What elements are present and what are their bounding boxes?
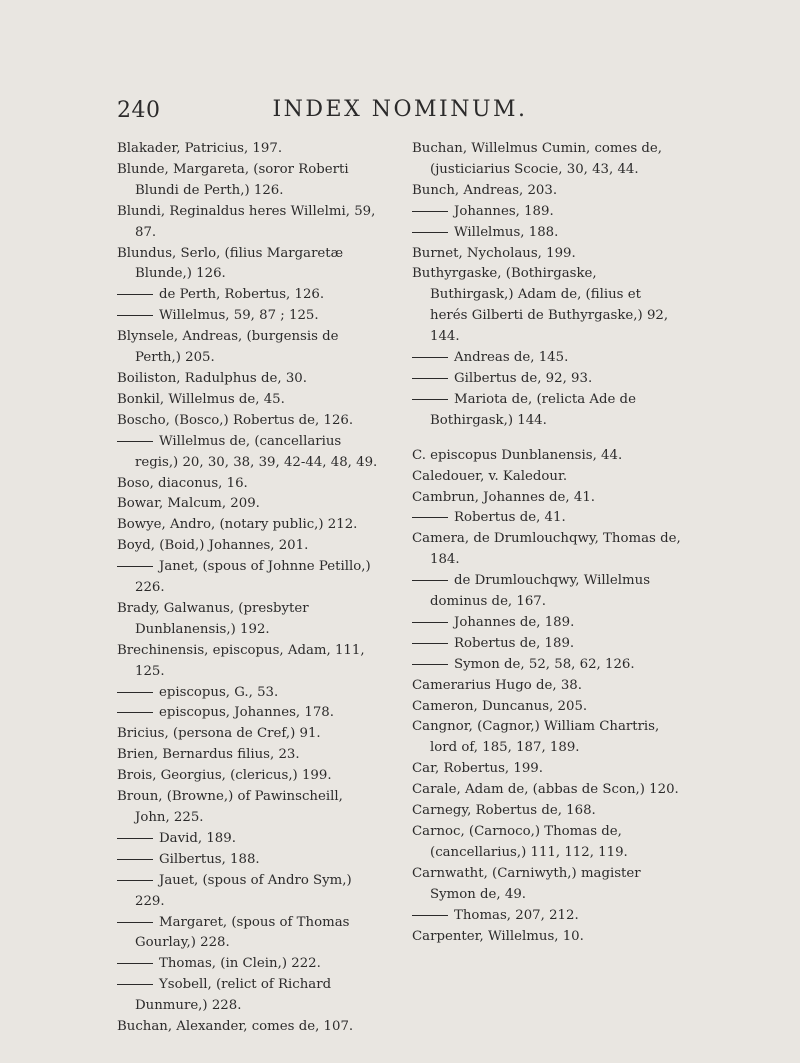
ditto-dash	[117, 922, 153, 923]
ditto-dash	[412, 915, 448, 916]
entry-text: C. episcopus Dunblanensis, 44.	[412, 447, 623, 463]
index-entry	[117, 829, 379, 850]
index-entry	[117, 327, 379, 369]
index-entry	[412, 927, 682, 948]
index-entry	[117, 683, 379, 704]
entry-text: episcopus, G., 53.	[159, 684, 279, 700]
index-entry	[412, 676, 682, 697]
ditto-dash	[412, 399, 448, 400]
ditto-dash	[117, 441, 153, 442]
index-entry	[412, 348, 682, 369]
index-entry	[117, 139, 379, 160]
ditto-dash	[117, 880, 153, 881]
index-entry	[412, 369, 682, 390]
entry-text: Gilbertus, 188.	[159, 851, 260, 867]
entry-text: Brien, Bernardus filius, 23.	[117, 747, 300, 763]
index-entry	[117, 494, 379, 515]
index-entry	[117, 390, 379, 411]
index-entry	[412, 446, 682, 467]
index-entry	[117, 369, 379, 390]
index-entry	[117, 202, 379, 244]
ditto-dash	[117, 294, 153, 295]
index-entry	[412, 801, 682, 822]
index-entry	[412, 634, 682, 655]
entry-text: de Drumlouchqwy, Willelmus dominus de, 167.	[430, 573, 651, 610]
index-entry	[117, 557, 379, 599]
ditto-dash	[412, 664, 448, 665]
entry-text: Ysobell, (relict of Richard Dunmure,) 228.	[135, 977, 332, 1014]
entry-text: Blunde, Margareta, (soror Roberti Blundi de Perth,) 126.	[117, 161, 349, 198]
index-entry	[117, 306, 379, 327]
entry-text: Cangnor, (Cagnor,) William Chartris, lord of, 185, 187, 189.	[412, 719, 660, 756]
right-column	[412, 139, 682, 947]
index-entry	[117, 954, 379, 975]
entry-text: Boyd, (Boid,) Johannes, 201.	[117, 538, 309, 554]
index-entry	[412, 780, 682, 801]
index-entry	[412, 488, 682, 509]
index-entry	[117, 432, 379, 474]
ditto-dash	[412, 211, 448, 212]
entry-text: Bowye, Andro, (notary public,) 212.	[117, 517, 358, 533]
entry-text: David, 189.	[159, 830, 236, 846]
index-entry	[412, 139, 682, 181]
entry-text: Buchan, Alexander, comes de, 107.	[117, 1019, 354, 1035]
ditto-dash	[117, 712, 153, 713]
entry-text: Willelmus de, (cancellarius regis,) 20, 30, 38, 39, 42-44, 48, 49.	[135, 433, 378, 470]
entry-text: Janet, (spous of Johnne Petillo,) 226.	[135, 559, 371, 596]
entry-text: Thomas, 207, 212.	[454, 907, 579, 923]
entry-text: Cambrun, Johannes de, 41.	[412, 489, 596, 505]
section-gap	[412, 432, 682, 446]
entry-text: Carnegy, Robertus de, 168.	[412, 803, 596, 819]
entry-text: Carale, Adam de, (abbas de Scon,) 120.	[412, 782, 679, 798]
index-entry	[412, 906, 682, 927]
index-entry	[117, 871, 379, 913]
entry-text: Willelmus, 188.	[454, 224, 559, 240]
index-entry	[117, 745, 379, 766]
index-entry	[412, 467, 682, 488]
ditto-dash	[412, 580, 448, 581]
ditto-dash	[412, 357, 448, 358]
entry-text: Bowar, Malcum, 209.	[117, 496, 260, 512]
index-entry	[117, 285, 379, 306]
entry-text: Broun, (Browne,) of Pawinscheill, John, 225.	[117, 789, 343, 825]
entry-text: Blundi, Reginaldus heres Willelmi, 59, 87.	[117, 203, 376, 240]
entry-text: Thomas, (in Clein,) 222.	[159, 956, 321, 972]
ditto-dash	[412, 517, 448, 518]
entry-text: Burnet, Nycholaus, 199.	[412, 245, 576, 261]
index-entry	[117, 536, 379, 557]
index-entry	[117, 599, 379, 641]
entry-text: Bunch, Andreas, 203.	[412, 182, 558, 198]
entry-text: Margaret, (spous of Thomas Gourlay,) 228.	[135, 914, 350, 951]
index-entry	[412, 223, 682, 244]
ditto-dash	[117, 859, 153, 860]
entry-text: Camerarius Hugo de, 38.	[412, 677, 582, 693]
entry-text: episcopus, Johannes, 178.	[159, 705, 334, 721]
index-entry	[412, 390, 682, 432]
ditto-dash	[412, 643, 448, 644]
entry-text: Blundus, Serlo, (filius Margaretæ Blunde,) 126.	[117, 245, 344, 282]
index-entry	[117, 913, 379, 955]
index-entry	[117, 787, 379, 829]
index-entry	[412, 181, 682, 202]
index-entry	[412, 244, 682, 265]
entry-text: Blynsele, Andreas, (burgensis de Perth,) 205.	[117, 329, 339, 366]
index-entry	[117, 850, 379, 871]
index-entry	[117, 160, 379, 202]
index-entry	[412, 202, 682, 223]
index-entry	[412, 264, 682, 348]
entry-text: Gilbertus de, 92, 93.	[454, 370, 593, 386]
index-entry	[117, 411, 379, 432]
index-entry	[117, 703, 379, 724]
entry-text: Willelmus, 59, 87 ; 125.	[159, 308, 319, 324]
entry-text: Buthyrgaske, (Bothirgaske, Buthirgask,) Adam de, (filius et herés Gilberti de Buthyrgaske,) 92, 144.	[412, 266, 669, 345]
entry-text: Cameron, Duncanus, 205.	[412, 698, 588, 714]
ditto-dash	[117, 963, 153, 964]
page-header: INDEX NOMINUM.	[272, 97, 528, 122]
index-entry	[412, 864, 682, 906]
index-entry	[412, 529, 682, 571]
index-entry	[117, 1017, 379, 1038]
index-entry	[117, 766, 379, 787]
index-entry	[412, 655, 682, 676]
index-entry	[117, 724, 379, 745]
entry-text: Boscho, (Bosco,) Robertus de, 126.	[117, 412, 354, 428]
entry-text: Robertus de, 41.	[454, 510, 566, 526]
index-entry	[117, 474, 379, 495]
index-entry	[117, 641, 379, 683]
page-number: 240	[117, 98, 161, 123]
ditto-dash	[412, 622, 448, 623]
index-entry	[412, 571, 682, 613]
ditto-dash	[117, 315, 153, 316]
entry-text: Johannes, 189.	[454, 203, 554, 219]
index-entry	[412, 717, 682, 759]
entry-text: Carnwatht, (Carniwyth,) magister Symon de, 49.	[412, 865, 641, 902]
entry-text: Caledouer, v. Kaledour.	[412, 468, 568, 484]
entry-text: de Perth, Robertus, 126.	[159, 287, 325, 303]
entry-text: Camera, de Drumlouchqwy, Thomas de, 184.	[412, 531, 681, 568]
entry-text: Buchan, Willelmus Cumin, comes de, (justiciarius Scocie, 30, 43, 44.	[412, 141, 663, 177]
index-entry	[117, 244, 379, 286]
entry-text: Robertus de, 189.	[454, 635, 575, 651]
entry-text: Brois, Georgius, (clericus,) 199.	[117, 768, 332, 784]
entry-text: Blakader, Patricius, 197.	[117, 141, 283, 156]
entry-text: Brechinensis, episcopus, Adam, 111, 125.	[117, 642, 365, 679]
entry-text: Bricius, (persona de Cref,) 91.	[117, 726, 321, 742]
entry-text: Andreas de, 145.	[454, 350, 569, 366]
index-entry	[117, 975, 379, 1017]
ditto-dash	[117, 566, 153, 567]
left-column	[117, 139, 379, 1038]
index-entry	[412, 613, 682, 634]
index-entry	[412, 759, 682, 780]
ditto-dash	[117, 984, 153, 985]
entry-text: Johannes de, 189.	[454, 614, 575, 630]
entry-text: Symon de, 52, 58, 62, 126.	[454, 656, 635, 672]
index-entry	[412, 697, 682, 718]
ditto-dash	[117, 838, 153, 839]
entry-text: Jauet, (spous of Andro Sym,) 229.	[135, 872, 352, 909]
ditto-dash	[412, 232, 448, 233]
entry-text: Boiliston, Radulphus de, 30.	[117, 370, 307, 386]
ditto-dash	[117, 692, 153, 693]
entry-text: Car, Robertus, 199.	[412, 761, 543, 777]
entry-text: Carnoc, (Carnoco,) Thomas de, (cancellarius,) 111, 112, 119.	[412, 824, 628, 860]
entry-text: Brady, Galwanus, (presbyter Dunblanensis,) 192.	[117, 600, 309, 637]
index-entry	[117, 515, 379, 536]
entry-text: Bonkil, Willelmus de, 45.	[117, 391, 285, 407]
entry-text: Boso, diaconus, 16.	[117, 475, 248, 491]
entry-text: Mariota de, (relicta Ade de Bothirgask,) 144.	[430, 391, 636, 428]
index-entry	[412, 508, 682, 529]
entry-text: Carpenter, Willelmus, 10.	[412, 928, 584, 944]
index-entry	[412, 822, 682, 864]
ditto-dash	[412, 378, 448, 379]
